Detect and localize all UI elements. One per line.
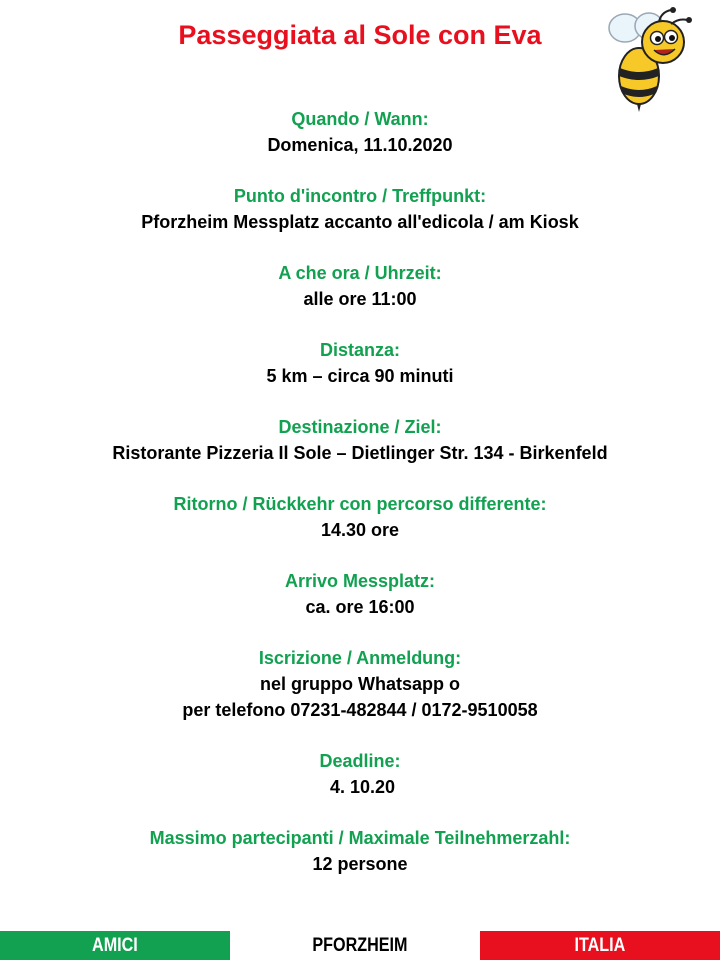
detail-label: Destinazione / Ziel: (278, 417, 442, 437)
detail-label: Quando / Wann: (291, 109, 429, 129)
detail-label: Deadline: (319, 751, 401, 771)
detail-when (0, 106, 720, 158)
footer-flag-bar (0, 931, 720, 960)
detail-value: Domenica, 11.10.2020 (267, 135, 453, 155)
detail-value: Pforzheim Messplatz accanto all'edicola / am Kiosk (141, 212, 579, 232)
event-details (0, 106, 720, 902)
detail-destination (0, 414, 720, 466)
detail-value: 14.30 ore (320, 520, 400, 540)
detail-label: A che ora / Uhrzeit: (278, 263, 442, 283)
detail-label: Massimo partecipanti / Maximale Teilnehmerzahl: (149, 828, 571, 848)
detail-value: ca. ore 16:00 (305, 597, 415, 617)
detail-label: Distanza: (319, 340, 400, 360)
detail-label: Ritorno / Rückkehr con percorso differente: (173, 494, 547, 514)
bee-icon (597, 6, 707, 116)
footer-red-band (480, 931, 720, 960)
detail-value: alle ore 11:00 (303, 289, 417, 309)
detail-distance (0, 337, 720, 389)
footer-green-band (0, 931, 230, 960)
detail-meeting-point (0, 183, 720, 235)
footer-white-band (240, 931, 480, 960)
footer-left-label: AMICI (92, 935, 138, 956)
footer-right-label: ITALIA (574, 935, 626, 956)
detail-return (0, 491, 720, 543)
detail-value: Ristorante Pizzeria Il Sole – Dietlinger Str. 134 - Birkenfeld (112, 443, 608, 463)
page-title: Passeggiata al Sole con Eva (178, 20, 542, 50)
detail-label: Punto d'incontro / Treffpunkt: (233, 186, 487, 206)
detail-deadline (0, 748, 720, 800)
footer-center-label: PFORZHEIM (312, 935, 408, 956)
detail-label: Arrivo Messplatz: (284, 571, 436, 591)
detail-label: Iscrizione / Anmeldung: (258, 648, 462, 668)
detail-max-participants (0, 825, 720, 877)
detail-arrival (0, 568, 720, 620)
detail-time (0, 260, 720, 312)
detail-value: nel gruppo Whatsapp o per telefono 07231-482844 / 0172-9510058 (182, 674, 538, 720)
detail-registration (0, 645, 720, 723)
detail-value: 5 km – circa 90 minuti (266, 366, 454, 386)
detail-value: 4. 10.20 (324, 777, 396, 797)
detail-value: 12 persone (312, 854, 408, 874)
